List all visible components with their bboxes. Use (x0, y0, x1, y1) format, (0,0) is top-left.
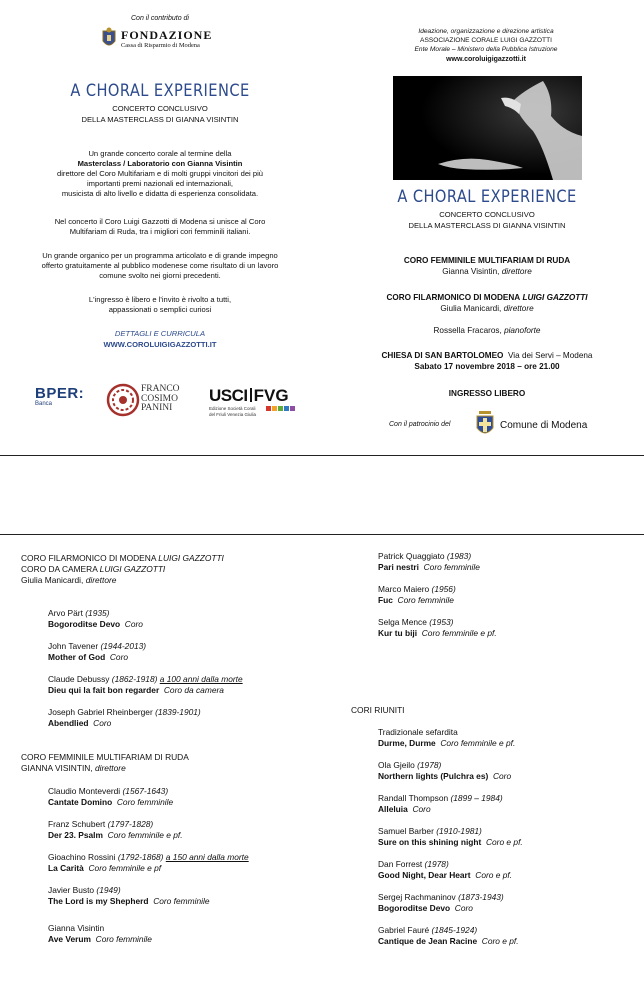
composer: Claude Debussy (48, 674, 110, 684)
comune-crest-icon (474, 408, 496, 440)
piece-title: Bogoroditse Devo (48, 619, 121, 629)
left-paragraph-2 (20, 217, 300, 237)
composer: Patrick Quaggiato (378, 551, 445, 561)
coro1-director-name: Gianna Visintin, (442, 267, 500, 276)
left-website-link[interactable]: WWW.COROLUIGIGAZZOTTI.IT (103, 340, 217, 349)
fondazione-crest-icon (101, 27, 117, 51)
coro2-director-role: direttore (503, 304, 534, 313)
piece-ensemble: Coro femminile (397, 595, 454, 605)
composer: John Tavener (48, 641, 99, 651)
piece-ensemble: Coro femminile e pf (88, 863, 162, 873)
composer: Joseph Gabriel Rheinberger (48, 707, 153, 717)
ingresso-libero: INGRESSO LIBERO (448, 389, 526, 398)
heading-5-text: GIANNA VISINTIN, (21, 763, 93, 773)
composer: Selga Mence (378, 617, 427, 627)
left-paragraph-3 (15, 251, 305, 281)
composer-dates: (1978) (417, 760, 442, 770)
associazione-name: ASSOCIAZIONE CORALE LUIGI GAZZOTTI (420, 37, 552, 44)
ente-morale: Ente Morale – Ministero della Pubblica Istruzione (414, 46, 558, 53)
composer: Javier Busto (48, 885, 95, 895)
composer: Ola Gjeilo (378, 760, 415, 770)
composer: Samuel Barber (378, 826, 434, 836)
piece-title: Cantate Domino (48, 797, 113, 807)
usci-sub-1: Edizione Società Corali (209, 406, 256, 411)
ideazione-label: Ideazione, organizzazione e direzione artistica (418, 28, 554, 35)
dettagli-label: DETTAGLI E CURRICULA (114, 329, 206, 338)
coro1-director (365, 266, 609, 277)
piece-ensemble: Coro femminile e pf. (440, 738, 516, 748)
composer: Gioachino Rossini (48, 852, 116, 862)
program-heading-3 (21, 575, 116, 586)
composer-dates: (1873-1943) (458, 892, 504, 902)
pianist-name: Rossella Fracaros, (433, 326, 502, 335)
program-heading-2 (21, 564, 165, 575)
p1-line: musicista di alto livello e didatta di esperienza consolidata. (61, 189, 259, 198)
usci-text: USCI (209, 386, 248, 405)
composer-dates: (1978) (424, 859, 449, 869)
p1-line: Un grande concerto corale al termine della (88, 149, 232, 158)
right-title: A CHORAL EXPERIENCE (397, 187, 577, 207)
contributo-label: Con il contributo di (131, 15, 189, 22)
composer: Dan Forrest (378, 859, 423, 869)
composer-dates: (1862-1918) (111, 674, 158, 684)
composer: Marco Maiero (378, 584, 430, 594)
composer: Tradizionale sefardita (378, 727, 458, 737)
usci-fvg-logo (209, 386, 299, 420)
heading-2-text: CORO DA CAMERA (21, 564, 98, 574)
composer-dates: (1839-1901) (155, 707, 201, 717)
heading-2-italic: LUIGI GAZZOTTI (99, 564, 166, 574)
composer-dates: (1910-1981) (436, 826, 482, 836)
conductor-hands-image (393, 76, 582, 180)
event-date: Sabato 17 novembre 2018 – ore 21.00 (414, 362, 560, 371)
anniversary-note: a 100 anni dalla morte (159, 674, 243, 684)
piece-ensemble: Coro femminile (153, 896, 210, 906)
bper-logo (35, 385, 95, 415)
heading-3-text: Giulia Manicardi, (21, 575, 84, 585)
cosimo-text: COSIMO (141, 393, 178, 404)
rosette-icon (106, 383, 140, 417)
composer: Claudio Monteverdi (48, 786, 121, 796)
color-squares-icon (266, 406, 296, 412)
program-item (48, 707, 243, 740)
piece-ensemble: Coro femminile (116, 797, 174, 807)
piece-title: Kur tu biji (378, 628, 418, 638)
piece-title: Cantique de Jean Racine (378, 936, 478, 946)
conductor-photo (393, 76, 582, 180)
composer-dates: (1935) (85, 608, 110, 618)
piece-title: Northern lights (Pulchra es) (378, 771, 489, 781)
venue (360, 350, 614, 361)
composer: Sergej Rachmaninov (378, 892, 456, 902)
panini-text: PANINI (141, 403, 173, 413)
piece-title: La Carità (48, 863, 84, 873)
venue-name: CHIESA DI SAN BARTOLOMEO (381, 351, 504, 360)
p1-line: direttore del Coro Multifariam e di molti gruppi vincitori dei più (57, 169, 263, 178)
program-item (378, 617, 497, 650)
piece-title: Fuc (378, 595, 393, 605)
program-item (378, 727, 523, 760)
franco-text: FRANCO (141, 384, 180, 394)
p3-line: comune svolto nei giorni precedenti. (99, 271, 221, 280)
coro2-director (365, 303, 609, 314)
left-paragraph-1 (20, 149, 300, 199)
program-heading-1 (21, 553, 224, 564)
left-paragraph-4 (20, 295, 300, 315)
piece-title: Dieu qui la fait bon regarder (48, 685, 160, 695)
heading-3-italic: direttore (85, 575, 117, 585)
program-item (48, 852, 249, 885)
coro2-director-name: Giulia Manicardi, (440, 304, 502, 313)
piece-title: Mother of God (48, 652, 106, 662)
composer: Gianna Visintin (48, 923, 105, 933)
p3-line: Un grande organico per un programma articolato e di grande impegno (42, 251, 278, 260)
composer-dates: (1953) (429, 617, 454, 627)
heading-1-text: CORO FILARMONICO DI MODENA (21, 553, 156, 563)
program-item (378, 551, 497, 584)
anniversary-note: a 150 anni dalla morte (165, 852, 249, 862)
coro1-name: CORO FEMMINILE MULTIFARIAM DI RUDA (403, 256, 571, 265)
piece-ensemble: Coro (93, 718, 112, 728)
composer: Gabriel Fauré (378, 925, 430, 935)
piece-title: Der 23. Psalm (48, 830, 103, 840)
fold-line-top (0, 455, 644, 456)
bper-logo-sub: Banca (35, 401, 53, 407)
piece-ensemble: Coro da camera (163, 685, 224, 695)
coro1-director-role: direttore (501, 267, 532, 276)
piece-ensemble: Coro femminile e pf. (107, 830, 183, 840)
piece-ensemble: Coro (492, 771, 512, 781)
franco-cosimo-panini-logo (106, 383, 186, 419)
piece-ensemble: Coro (412, 804, 431, 814)
bper-logo-text: BPER: (35, 385, 85, 402)
piece-title: Good Night, Dear Heart (378, 870, 471, 880)
fondazione-logo (101, 27, 231, 53)
composer-dates: (1944-2013) (100, 641, 147, 651)
composer-dates: (1845-1924) (431, 925, 478, 935)
cori-riuniti-heading: CORI RIUNITI (351, 705, 405, 715)
program-item (378, 793, 523, 826)
program-item (378, 760, 523, 793)
fondazione-subtitle: Cassa di Risparmio di Modena (121, 42, 200, 49)
program-left-section-2 (48, 786, 249, 956)
piece-title: Sure on this shining night (378, 837, 482, 847)
program-item (48, 608, 243, 641)
patrocinio-label: Con il patrocinio del (389, 421, 451, 428)
comune-name: Comune di Modena (500, 420, 588, 431)
p1-line: Masterclass / Laboratorio con Gianna Visintin (77, 159, 243, 168)
right-subtitle-1: CONCERTO CONCLUSIVO (439, 210, 535, 219)
composer-dates: (1983) (446, 551, 472, 561)
program-item (48, 786, 249, 819)
coro2-name (360, 292, 614, 303)
program-item (378, 925, 523, 958)
program-item (48, 641, 243, 674)
program-heading-5 (21, 763, 126, 774)
piece-ensemble: Coro femminile (95, 934, 152, 944)
usci-divider (250, 388, 252, 402)
program-heading-4: CORO FEMMINILE MULTIFARIAM DI RUDA (21, 752, 189, 762)
left-subtitle-2: DELLA MASTERCLASS DI GIANNA VISINTIN (81, 115, 239, 124)
pianist-role: pianoforte (504, 326, 541, 335)
composer-dates: (1949) (96, 885, 121, 895)
composer-dates: (1797-1828) (107, 819, 154, 829)
program-item (48, 674, 243, 707)
piece-title: Abendlied (48, 718, 89, 728)
piece-ensemble: Coro (454, 903, 473, 913)
composer-dates: (1567-1643) (122, 786, 169, 796)
coro2-name-text: CORO FILARMONICO DI MODENA (386, 293, 521, 302)
piece-ensemble: Coro (109, 652, 129, 662)
pianist (365, 325, 609, 336)
p2-line: Multifariam di Ruda, tra i migliori cori femminili italiani. (69, 227, 251, 236)
piece-ensemble: Coro e pf. (475, 870, 513, 880)
p4-line: appassionati o semplici curiosi (108, 305, 212, 314)
heading-5-italic: direttore (95, 763, 126, 773)
program-item (378, 892, 523, 925)
heading-1-italic: LUIGI GAZZOTTI (158, 553, 224, 563)
piece-ensemble: Coro femminile (423, 562, 480, 572)
program-left-section-1 (48, 608, 243, 740)
p1-line: importanti premi nazionali ed internazionali, (86, 179, 234, 188)
piece-ensemble: Coro (124, 619, 143, 629)
right-website-link[interactable]: www.coroluigigazzotti.it (446, 56, 526, 63)
piece-title: The Lord is my Shepherd (48, 896, 149, 906)
fold-line-bottom (0, 534, 644, 535)
program-item (48, 819, 249, 852)
program-item (378, 859, 523, 892)
usci-sub-2: del Friuli Venezia Giulia (209, 411, 257, 417)
fvg-text: FVG (253, 386, 289, 405)
program-item (48, 923, 249, 956)
left-subtitle-1: CONCERTO CONCLUSIVO (112, 104, 208, 113)
p3-line: offerto gratuitamente al pubblico modenese come risultato di un lavoro (41, 261, 279, 270)
p2-line: Nel concerto il Coro Luigi Gazzotti di Modena si unisce al Coro (54, 217, 266, 226)
program-item (48, 885, 249, 923)
piece-title: Bogoroditse Devo (378, 903, 451, 913)
program-right-section-2 (378, 727, 523, 958)
piece-ensemble: Coro e pf. (485, 837, 523, 847)
piece-ensemble: Coro femminile e pf. (421, 628, 497, 638)
composer-dates: (1792-1868) (117, 852, 164, 862)
venue-address: Via dei Servi – Modena (507, 351, 593, 360)
composer: Arvo Pärt (48, 608, 83, 618)
left-title: A CHORAL EXPERIENCE (70, 81, 250, 101)
right-subtitle-2: DELLA MASTERCLASS DI GIANNA VISINTIN (408, 221, 566, 230)
p4-line: L'ingresso è libero e l'invito è rivolto a tutti, (88, 295, 232, 304)
program-item (378, 584, 497, 617)
piece-title: Pari nestri (378, 562, 419, 572)
composer-dates: (1899 – 1984) (450, 793, 503, 803)
piece-title: Ave Verum (48, 934, 91, 944)
program-item (378, 826, 523, 859)
coro2-name-italic: LUIGI GAZZOTTI (522, 293, 588, 302)
piece-title: Alleluia (378, 804, 408, 814)
composer-dates: (1956) (431, 584, 456, 594)
program-right-section-1 (378, 551, 497, 650)
piece-title: Durme, Durme (378, 738, 436, 748)
composer: Franz Schubert (48, 819, 106, 829)
composer: Randall Thompson (378, 793, 449, 803)
fondazione-title: FONDAZIONE (121, 28, 213, 42)
piece-ensemble: Coro e pf. (481, 936, 519, 946)
